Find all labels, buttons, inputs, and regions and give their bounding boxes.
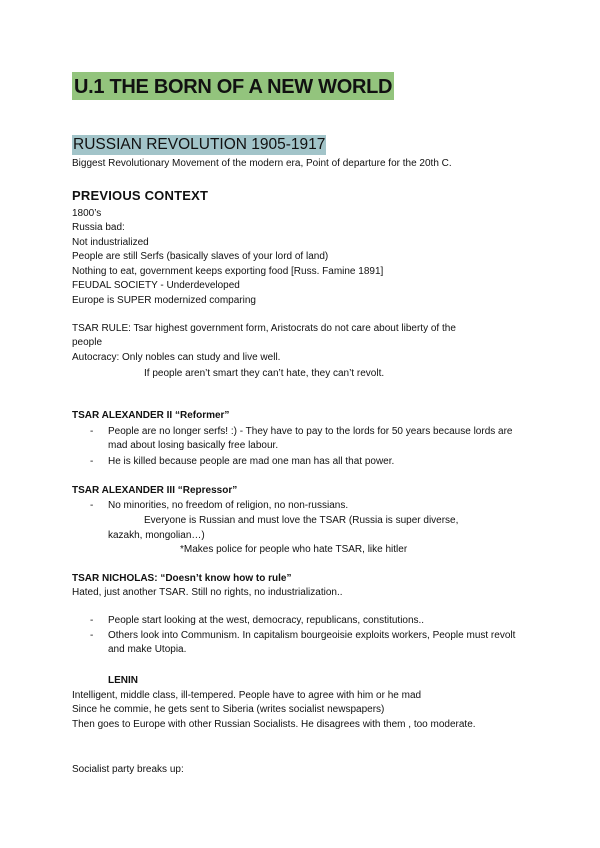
context-line: People are still Serfs (basically slaves of your lord of land) bbox=[72, 251, 329, 262]
previous-context-heading: PREVIOUS CONTEXT bbox=[72, 188, 209, 203]
context-line: Nothing to eat, government keeps exporting food [Russ. Famine 1891] bbox=[72, 266, 384, 277]
revolution-summary: Biggest Revolutionary Movement of the modern era, Point of departure for the 20th C. bbox=[72, 158, 452, 169]
list-item bbox=[90, 425, 530, 453]
lenin-line: Intelligent, middle class, ill-tempered. People have to agree with him or he mad bbox=[72, 690, 422, 701]
bullet-dash: - bbox=[90, 615, 94, 626]
context-line: Russia bad: bbox=[72, 222, 125, 233]
tsar-rule-line: TSAR RULE: Tsar highest government form, Aristocrats do not care about liberty of the bbox=[72, 323, 456, 334]
autocracy-note: If people aren’t smart they can’t hate, they can’t revolt. bbox=[144, 368, 385, 379]
alexander-iii-note: *Makes police for people who hate TSAR, like hitler bbox=[180, 544, 408, 555]
alexander-ii-bullets bbox=[90, 425, 530, 469]
bullet-dash: - bbox=[90, 456, 94, 467]
russian-revolution-heading: RUSSIAN REVOLUTION 1905-1917 bbox=[73, 136, 326, 153]
bullet-text: People start looking at the west, democracy, republicans, constitutions.. bbox=[108, 615, 425, 626]
bullet-text: People are no longer serfs! :) - They have to pay to the lords for 50 years because lords are mad about losing basically free labour. bbox=[108, 426, 513, 451]
autocracy-line: Autocracy: Only nobles can study and live well. bbox=[72, 352, 281, 363]
bullet-text: Others look into Communism. In capitalism bourgeoisie exploits workers, People must revolt and make Utopia. bbox=[108, 630, 516, 655]
list-item bbox=[90, 499, 530, 513]
context-line: 1800’s bbox=[72, 208, 102, 219]
closing-line: Socialist party breaks up: bbox=[72, 764, 184, 775]
lenin-heading: LENIN bbox=[108, 675, 138, 686]
nicholas-line: Hated, just another TSAR. Still no rights, no industrialization.. bbox=[72, 587, 343, 598]
list-item bbox=[90, 614, 530, 628]
page-title: U.1 THE BORN OF A NEW WORLD bbox=[72, 72, 394, 100]
context-line: FEUDAL SOCIETY - Underdeveloped bbox=[72, 280, 240, 291]
lenin-line: Then goes to Europe with other Russian Socialists. He disagrees with them , too moderate. bbox=[72, 719, 476, 730]
context-line: Not industrialized bbox=[72, 237, 149, 248]
alexander-iii-bullets bbox=[90, 499, 530, 513]
nicholas-heading: TSAR NICHOLAS: “Doesn’t know how to rule” bbox=[72, 573, 292, 584]
bullet-text: No minorities, no freedom of religion, no non-russians. bbox=[108, 500, 349, 511]
context-line: Europe is SUPER modernized comparing bbox=[72, 295, 256, 306]
alexander-iii-note: kazakh, mongolian…) bbox=[108, 530, 205, 541]
list-item bbox=[90, 455, 530, 469]
tsar-rule-line: people bbox=[72, 337, 103, 348]
lenin-line: Since he commie, he gets sent to Siberia (writes socialist newspapers) bbox=[72, 704, 385, 715]
alexander-iii-note: Everyone is Russian and must love the TSAR (Russia is super diverse, bbox=[144, 515, 459, 526]
bullet-dash: - bbox=[90, 630, 94, 641]
alexander-ii-heading: TSAR ALEXANDER II “Reformer” bbox=[72, 410, 230, 421]
nicholas-bullets bbox=[90, 614, 530, 657]
bullet-text: He is killed because people are mad one man has all that power. bbox=[108, 456, 395, 467]
alexander-iii-heading: TSAR ALEXANDER III “Repressor” bbox=[72, 485, 238, 496]
bullet-dash: - bbox=[90, 500, 94, 511]
bullet-dash: - bbox=[90, 426, 94, 437]
list-item bbox=[90, 629, 530, 657]
